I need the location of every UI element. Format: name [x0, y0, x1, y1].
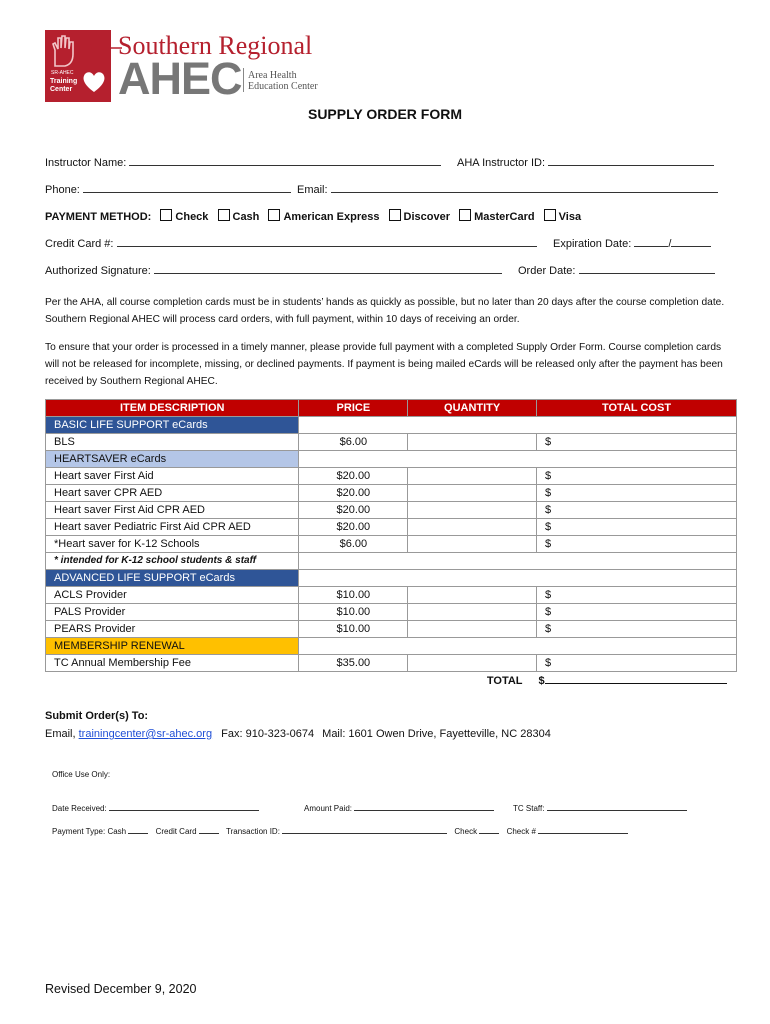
total-line[interactable] [545, 672, 727, 684]
tc-staff-label: TC Staff: [513, 804, 545, 813]
expiration-field[interactable] [553, 236, 711, 250]
total-cost-cell[interactable]: $ [537, 621, 737, 638]
quantity-cell[interactable] [408, 468, 537, 485]
item-price: $20.00 [299, 485, 408, 502]
logo-subtitle: Area Health Education Center [248, 70, 318, 92]
item-description: ACLS Provider [46, 587, 299, 604]
aha-id-field[interactable] [457, 155, 714, 169]
expiration-label: Expiration Date: [553, 238, 632, 250]
total-row [46, 672, 737, 690]
item-price: $6.00 [299, 434, 408, 451]
credit-card-office-line[interactable] [199, 825, 219, 834]
date-received-label: Date Received: [52, 804, 107, 813]
amount-paid-field[interactable] [304, 802, 494, 813]
revision-date: Revised December 9, 2020 [45, 982, 197, 996]
item-description: Heart saver First Aid [46, 468, 299, 485]
item-description: BLS [46, 434, 299, 451]
office-use-heading: Office Use Only: [52, 770, 111, 779]
total-cost-cell[interactable]: $ [537, 604, 737, 621]
table-row [46, 468, 737, 485]
item-price: $6.00 [299, 536, 408, 553]
transaction-id-label: Transaction ID: [225, 827, 280, 836]
page-title: SUPPLY ORDER FORM [307, 106, 463, 122]
transaction-id-line[interactable] [282, 825, 447, 834]
payment-option-check[interactable]: Check [154, 211, 208, 223]
table-row [46, 536, 737, 553]
logo-divider [243, 68, 244, 92]
item-price: $20.00 [299, 468, 408, 485]
total-value-field[interactable] [537, 672, 737, 690]
heart-icon [81, 70, 107, 94]
tc-staff-field[interactable] [513, 802, 687, 813]
phone-line[interactable] [83, 182, 291, 193]
item-price: $35.00 [299, 655, 408, 672]
checkbox[interactable] [459, 209, 471, 221]
quantity-cell[interactable] [408, 621, 537, 638]
total-cost-cell[interactable]: $ [537, 502, 737, 519]
credit-card-office-label: Credit Card [155, 827, 197, 836]
order-date-line[interactable] [579, 263, 715, 274]
section-row [46, 451, 737, 468]
table-row [46, 502, 737, 519]
expiration-month-line[interactable] [634, 236, 668, 247]
check-line[interactable] [479, 825, 499, 834]
table-row [46, 604, 737, 621]
logo-training-text: Training Center [50, 78, 78, 93]
item-price: $20.00 [299, 502, 408, 519]
signature-line[interactable] [154, 263, 502, 274]
total-cost-cell[interactable]: $ [537, 519, 737, 536]
table-row [46, 485, 737, 502]
amount-paid-label: Amount Paid: [304, 804, 353, 813]
submit-contact [45, 728, 551, 740]
table-row [46, 655, 737, 672]
submit-heading: Submit Order(s) To: [45, 710, 149, 722]
section-row [46, 417, 737, 434]
total-cost-cell[interactable]: $ [537, 587, 737, 604]
aha-id-label: AHA Instructor ID: [457, 157, 546, 169]
item-description: *Heart saver for K-12 Schools [46, 536, 299, 553]
item-price: $10.00 [299, 604, 408, 621]
section-membership: MEMBERSHIP RENEWAL [46, 638, 299, 655]
payment-option-visa[interactable]: Visa [538, 211, 581, 223]
total-cost-cell[interactable]: $ [537, 655, 737, 672]
signature-label: Authorized Signature: [45, 265, 151, 277]
payment-option-cash[interactable]: Cash [212, 211, 260, 223]
expiration-year-line[interactable] [671, 236, 711, 247]
item-description: Heart saver CPR AED [46, 485, 299, 502]
aha-id-line[interactable] [548, 155, 714, 166]
cash-label: Cash [107, 827, 127, 836]
payment-option-discover[interactable]: Discover [383, 211, 450, 223]
payment-type-label: Payment Type: [52, 827, 106, 836]
checkbox[interactable] [268, 209, 280, 221]
date-received-line[interactable] [109, 802, 259, 811]
logo-small-text: SR-AHEC [51, 70, 74, 76]
date-received-field[interactable] [52, 802, 259, 813]
table-row [46, 587, 737, 604]
email-link[interactable]: trainingcenter@sr-ahec.org [78, 728, 213, 740]
order-table [45, 399, 737, 689]
item-description: PEARS Provider [46, 621, 299, 638]
total-cost-cell[interactable]: $ [537, 434, 737, 451]
fax-number: Fax: 910-323-0674 [221, 728, 315, 740]
section-als: ADVANCED LIFE SUPPORT eCards [46, 570, 299, 587]
mail-address: Mail: 1601 Owen Drive, Fayetteville, NC 28304 [322, 728, 551, 740]
table-row [46, 621, 737, 638]
quantity-cell[interactable] [408, 655, 537, 672]
quantity-cell[interactable] [408, 604, 537, 621]
k12-note: * intended for K-12 school students & staff [46, 553, 299, 570]
item-price: $10.00 [299, 621, 408, 638]
instructor-name-label: Instructor Name: [45, 157, 127, 169]
quantity-cell[interactable] [408, 536, 537, 553]
policy-paragraph-1: Per the AHA, all course completion cards must be in students’ hands as quickly as possible, but no later than 20 days after the course completion date. Southern Regional AHEC will process card orders, with full payment, within 10 days of receiving an order. [45, 297, 725, 325]
item-description: Heart saver Pediatric First Aid CPR AED [46, 519, 299, 536]
email-prefix: Email, [45, 728, 76, 740]
phone-field[interactable] [45, 182, 291, 196]
header-total-cost: TOTAL COST [537, 400, 737, 417]
credit-card-line[interactable] [117, 236, 537, 247]
note-row [46, 553, 737, 570]
item-description: PALS Provider [46, 604, 299, 621]
header-item-description: ITEM DESCRIPTION [46, 400, 299, 417]
table-header-row [46, 400, 737, 417]
quantity-cell[interactable] [408, 502, 537, 519]
payment-option-mastercard[interactable]: MasterCard [453, 211, 535, 223]
logo-southern-regional: Southern Regional [118, 31, 313, 60]
credit-card-label: Credit Card #: [45, 238, 114, 250]
policy-paragraph-2: To ensure that your order is processed in a timely manner, please provide full payment with a completed Supply Order Form. Course completion cards will not be released for incomplete, missing, or declined payments. If payment is being mailed eCards will be released only after the payment has been received by Southern Regional AHEC. [45, 342, 723, 387]
payment-method-label: PAYMENT METHOD: [45, 211, 152, 223]
email-label: Email: [297, 184, 328, 196]
section-heartsaver: HEARTSAVER eCards [46, 451, 299, 468]
table-row [46, 519, 737, 536]
section-row [46, 638, 737, 655]
instructor-name-line[interactable] [129, 155, 441, 166]
checkbox[interactable] [218, 209, 230, 221]
total-cost-cell[interactable]: $ [537, 536, 737, 553]
total-cost-cell[interactable]: $ [537, 485, 737, 502]
quantity-cell[interactable] [408, 434, 537, 451]
check-number-label: Check # [506, 827, 536, 836]
tc-staff-line[interactable] [547, 802, 687, 811]
checkbox[interactable] [389, 209, 401, 221]
quantity-cell[interactable] [408, 587, 537, 604]
checkbox[interactable] [160, 209, 172, 221]
item-price: $10.00 [299, 587, 408, 604]
amount-paid-line[interactable] [354, 802, 494, 811]
payment-type-row [52, 825, 628, 836]
payment-option-amex[interactable]: American Express [262, 211, 379, 223]
ekg-line-icon [78, 38, 122, 58]
item-description: Heart saver First Aid CPR AED [46, 502, 299, 519]
quantity-cell[interactable] [408, 519, 537, 536]
checkbox[interactable] [544, 209, 556, 221]
quantity-cell[interactable] [408, 485, 537, 502]
item-description: TC Annual Membership Fee [46, 655, 299, 672]
check-label: Check [454, 827, 478, 836]
cash-line[interactable] [128, 825, 148, 834]
order-date-label: Order Date: [518, 265, 576, 277]
payment-method [45, 209, 581, 223]
total-cost-cell[interactable]: $ [537, 468, 737, 485]
email-line[interactable] [331, 182, 718, 193]
phone-label: Phone: [45, 184, 80, 196]
section-bls: BASIC LIFE SUPPORT eCards [46, 417, 299, 434]
order-date-field[interactable] [518, 263, 715, 277]
logo-ahec: AHEC [118, 53, 242, 104]
email-field[interactable] [297, 182, 718, 196]
header-quantity: QUANTITY [408, 400, 537, 417]
total-label: TOTAL [486, 674, 523, 687]
header-price: PRICE [299, 400, 408, 417]
expiration-separator: / [668, 238, 672, 250]
hand-icon [49, 34, 79, 68]
section-row [46, 570, 737, 587]
item-price: $20.00 [299, 519, 408, 536]
credit-card-field[interactable] [45, 236, 537, 250]
table-row [46, 434, 737, 451]
total-value: $ [538, 675, 545, 687]
signature-field[interactable] [45, 263, 502, 277]
check-number-line[interactable] [538, 825, 628, 834]
instructor-name-field[interactable] [45, 155, 441, 169]
